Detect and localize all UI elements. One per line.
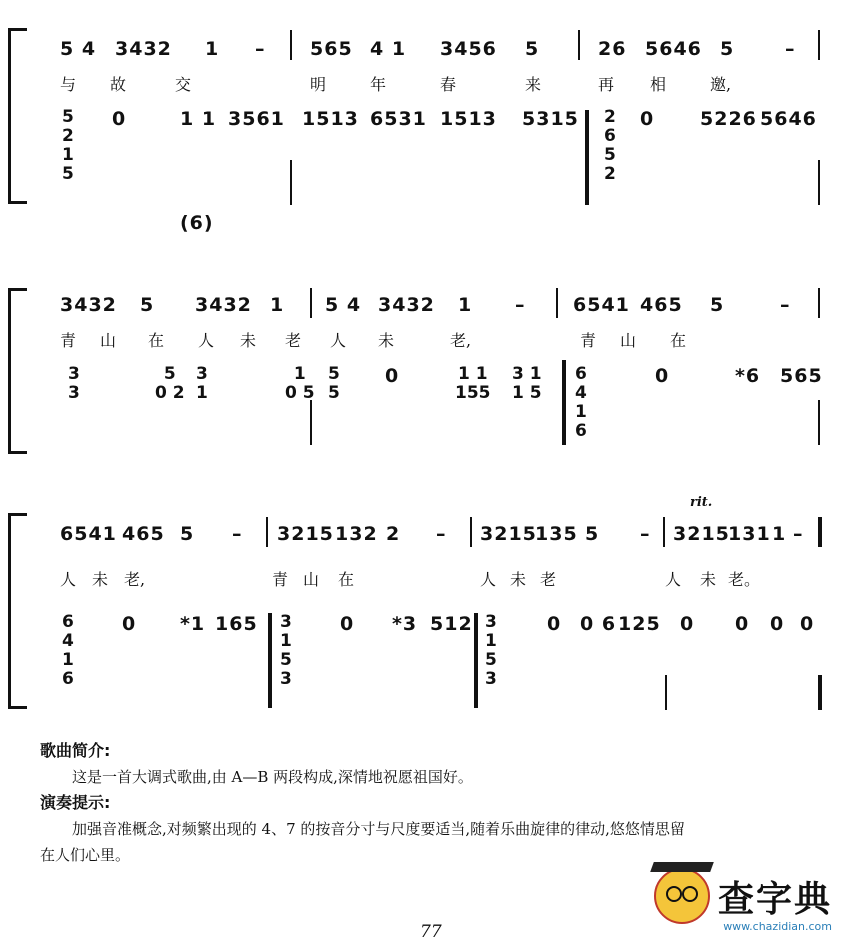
lyric-syllable: 青 [580,331,597,350]
melody-note: 5 [140,294,155,316]
barline [268,613,272,708]
system-brace [8,513,27,709]
lyric-syllable: 青 [60,331,77,350]
melody-note: 5 [525,38,540,60]
accompaniment-note: 1513 [302,108,359,130]
barline [470,517,472,547]
barline [663,517,665,547]
lyric-syllable: 老, [450,331,472,350]
tips-text-2: 在人们心里。 [40,846,131,864]
melody-note: – [780,294,791,316]
melody-note: 465 [640,294,683,316]
song-intro [40,738,830,868]
melody-note: 5 [710,294,725,316]
accompaniment-note: 0 6 [580,613,617,635]
accompaniment-note: 5226 [700,108,757,130]
barline [818,288,820,318]
barline [818,400,820,445]
lyric-syllable: 春 [440,75,457,94]
accompaniment-note: 565 [780,365,823,387]
accompaniment-note: 0 [547,613,562,635]
lyric-syllable: 山 [620,331,637,350]
melody-note: 5 [585,523,600,545]
accompaniment-note: 1513 [440,108,497,130]
melody-note: – [255,38,266,60]
accompaniment-note: 0 [122,613,137,635]
accompaniment-note: 3 1 1 5 [512,364,542,403]
lyric-syllable: 明 [310,75,327,94]
melody-note: 5 4 [325,294,362,316]
barline [290,30,292,60]
barline [290,160,292,205]
system-brace [8,288,27,454]
accompaniment-note: 0 [385,365,400,387]
barline [818,517,822,547]
melody-note: – [640,523,651,545]
lyric-syllable: 在 [148,331,165,350]
lyric-syllable: 老, [124,570,146,589]
accompaniment-note: 2 6 5 2 [604,107,616,184]
melody-note: 3215 [480,523,537,545]
accompaniment-note: 3561 [228,108,285,130]
mascot-icon [654,868,710,924]
accompaniment-note: 5646 [760,108,817,130]
lyric-syllable: 再 [598,75,615,94]
melody-note: 5 [720,38,735,60]
lyric-syllable: 山 [100,331,117,350]
logo-url: www.chazidian.com [723,920,832,933]
barline [818,160,820,205]
melody-note: – [436,523,447,545]
lyric-syllable: 人 [480,570,497,589]
lyric-syllable: 山 [303,570,320,589]
accompaniment-note: 3 1 [196,364,208,403]
melody-note: 6541 [573,294,630,316]
melody-note: 6541 [60,523,117,545]
barline [562,360,566,445]
intro-heading: 歌曲简介: [40,741,111,760]
lyric-syllable: 来 [525,75,542,94]
lyric-syllable: 未 [700,570,717,589]
lyric-syllable: 交 [175,75,192,94]
barline [578,30,580,60]
lyric-syllable: 在 [670,331,687,350]
lyric-syllable: 老 [540,570,557,589]
accompaniment-note: 1 0 5 [285,364,315,403]
melody-note: – [515,294,526,316]
tips-text-1: 加强音准概念,对频繁出现的 4、7 的按音分寸与尺度要适当,随着乐曲旋律的律动,悠悠情思留 [72,820,685,838]
lyric-syllable: 未 [378,331,395,350]
melody-note: 3215 [673,523,730,545]
melody-note: 5 4 [60,38,97,60]
lyric-syllable: 与 [60,75,77,94]
score-system-1 [0,0,862,234]
accompaniment-note: (6) [180,212,214,234]
accompaniment-note: 6 4 1 6 [575,364,587,441]
melody-note: 135 [535,523,578,545]
melody-note: – [785,38,796,60]
intro-text: 这是一首大调式歌曲,由 A—B 两段构成,深情地祝愿祖国好。 [72,768,473,786]
lyric-syllable: 相 [650,75,667,94]
accompaniment-note: 0 [680,613,695,635]
accompaniment-note: 5 5 [328,364,340,403]
lyric-syllable: 年 [370,75,387,94]
score-system-3 [0,495,862,715]
lyric-syllable: 故 [110,75,127,94]
accompaniment-note: *3 [392,613,418,635]
lyric-syllable: 未 [240,331,257,350]
melody-note: – [232,523,243,545]
melody-note: 5 [180,523,195,545]
accompaniment-note: 6531 [370,108,427,130]
barline [556,288,558,318]
barline [818,675,822,710]
accompaniment-note: 1 1 [180,108,217,130]
accompaniment-note: 0 [340,613,355,635]
barline [310,400,312,445]
melody-note: 1 [205,38,220,60]
barline [474,613,478,708]
tempo-marking: rit. [690,495,713,510]
melody-note: 26 [598,38,627,60]
accompaniment-note: 1 1 155 [455,364,491,403]
accompaniment-note: 0 [800,613,815,635]
melody-note: 3432 [60,294,117,316]
melody-note: 3432 [115,38,172,60]
melody-note: 5646 [645,38,702,60]
lyric-syllable: 在 [338,570,355,589]
accompaniment-note: 0 [112,108,127,130]
melody-note: 3432 [195,294,252,316]
lyric-syllable: 人 [665,570,682,589]
lyric-syllable: 老。 [728,570,761,589]
site-logo[interactable] [654,868,832,933]
lyric-syllable: 人 [198,331,215,350]
melody-note: 132 [335,523,378,545]
accompaniment-note: 5315 [522,108,579,130]
score-system-2 [0,270,862,460]
lyric-syllable: 老 [285,331,302,350]
melody-note: 3215 [277,523,334,545]
page-number: 77 [420,922,442,942]
accompaniment-note: 125 [618,613,661,635]
barline [585,110,589,205]
melody-note: 3432 [378,294,435,316]
accompaniment-note: 165 [215,613,258,635]
accompaniment-note: 0 [770,613,785,635]
melody-note: – [793,523,804,545]
accompaniment-note: 3 1 5 3 [485,612,497,689]
tips-heading: 演奏提示: [40,793,111,812]
system-brace [8,28,27,204]
accompaniment-note: 3 3 [68,364,80,403]
accompaniment-note: *6 [735,365,761,387]
accompaniment-note: 3 1 5 3 [280,612,292,689]
barline [266,517,268,547]
accompaniment-note: 6 4 1 6 [62,612,74,689]
accompaniment-note: 5 2 1 5 [62,107,74,184]
melody-note: 131 [728,523,771,545]
melody-note: 1 [270,294,285,316]
barline [818,30,820,60]
lyric-syllable: 人 [330,331,347,350]
lyric-syllable: 邀, [710,75,732,94]
lyric-syllable: 青 [272,570,289,589]
lyric-syllable: 未 [510,570,527,589]
accompaniment-note: 0 [655,365,670,387]
melody-note: 1 [772,523,787,545]
lyric-syllable: 人 [60,570,77,589]
logo-brand: 查字典 [717,878,832,920]
accompaniment-note: *1 [180,613,206,635]
barline [665,675,667,710]
accompaniment-note: 512 [430,613,473,635]
accompaniment-note: 0 [735,613,750,635]
melody-note: 3456 [440,38,497,60]
barline [310,288,312,318]
melody-note: 565 [310,38,353,60]
melody-note: 465 [122,523,165,545]
melody-note: 2 [386,523,401,545]
lyric-syllable: 未 [92,570,109,589]
melody-note: 4 1 [370,38,407,60]
accompaniment-note: 5 0 2 [155,364,185,403]
accompaniment-note: 0 [640,108,655,130]
melody-note: 1 [458,294,473,316]
